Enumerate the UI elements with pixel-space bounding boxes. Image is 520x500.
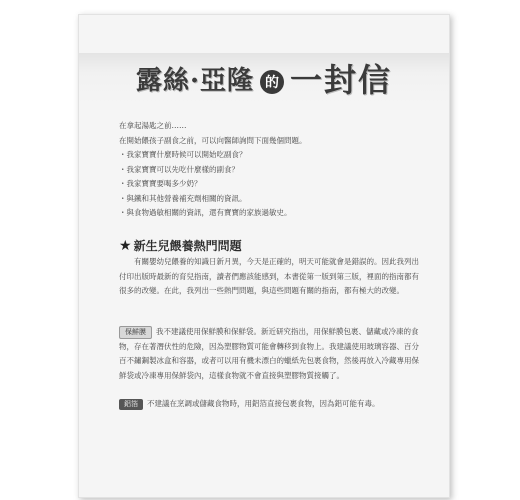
tip-text: 不建議在烹調或儲藏食物時，用鋁箔直接包裹食物，因為鋁可能有毒。 <box>147 399 380 408</box>
title-circle-char: 的 <box>260 70 284 94</box>
list-item: ・ 我家寶寶要喝多少奶？ <box>119 177 419 192</box>
tip-text: 我不建議使用保鮮膜和保鮮袋。新近研究指出，用保鮮膜包裹、儲藏或冷凍的食物，存在著潛伏性的危險，因為塑膠物質可能會轉移到食物上。我建議使用玻璃容器、百分百不鏽鋼製冰盒和容器，或者可以用有機未漂白的蠟紙先包裹食物，然後再放入冷藏專用保鮮袋或冷凍專用保鮮袋內，這樣食物就不會直接與塑膠物質接觸了。 <box>119 327 419 380</box>
tip-badge: 鋁箔 <box>119 399 143 410</box>
title-suffix: 一封信 <box>290 61 393 99</box>
chapter-title <box>79 53 449 103</box>
section-paragraph: 有關嬰幼兒餵養的知識日新月異，今天是正確的，明天可能就會是錯誤的。因此我列出付印出版時最新的育兒指南，讀者們應該能感到，本書從第一版到第三版，裡面的指南都有很多的改變。在此，我列出一些熱門問題，與這些問題有關的指南，都有極大的改變。 <box>119 257 419 295</box>
list-item: ・ 與食物過敏相關的資訊，還有寶寶的家族過敏史。 <box>119 206 419 221</box>
book-page <box>78 14 450 498</box>
tip-badge: 保鮮膜 <box>119 326 152 339</box>
section-heading-text: 新生兒餵養熱門問題 <box>133 239 242 253</box>
tip-plastic-wrap <box>119 325 419 383</box>
intro-line: 在開始餵孩子副食之前，可以向醫師詢問下面幾個問題。 <box>119 135 307 145</box>
title-name: 露絲·亞隆 <box>135 65 255 96</box>
tip-aluminum-foil <box>119 397 419 412</box>
question-list <box>119 148 419 221</box>
intro-lead: 在拿起湯匙之前…… <box>119 121 187 130</box>
list-item: ・ 與鐵和其他營養補充劑相關的資訊。 <box>119 192 419 207</box>
intro-block <box>119 119 419 221</box>
list-item: ・ 我家寶寶可以先吃什麼樣的副食？ <box>119 163 419 178</box>
list-item: ・ 我家寶寶什麼時候可以開始吃副食？ <box>119 148 419 163</box>
star-icon: ★ <box>119 237 132 254</box>
section-heading <box>119 237 242 254</box>
